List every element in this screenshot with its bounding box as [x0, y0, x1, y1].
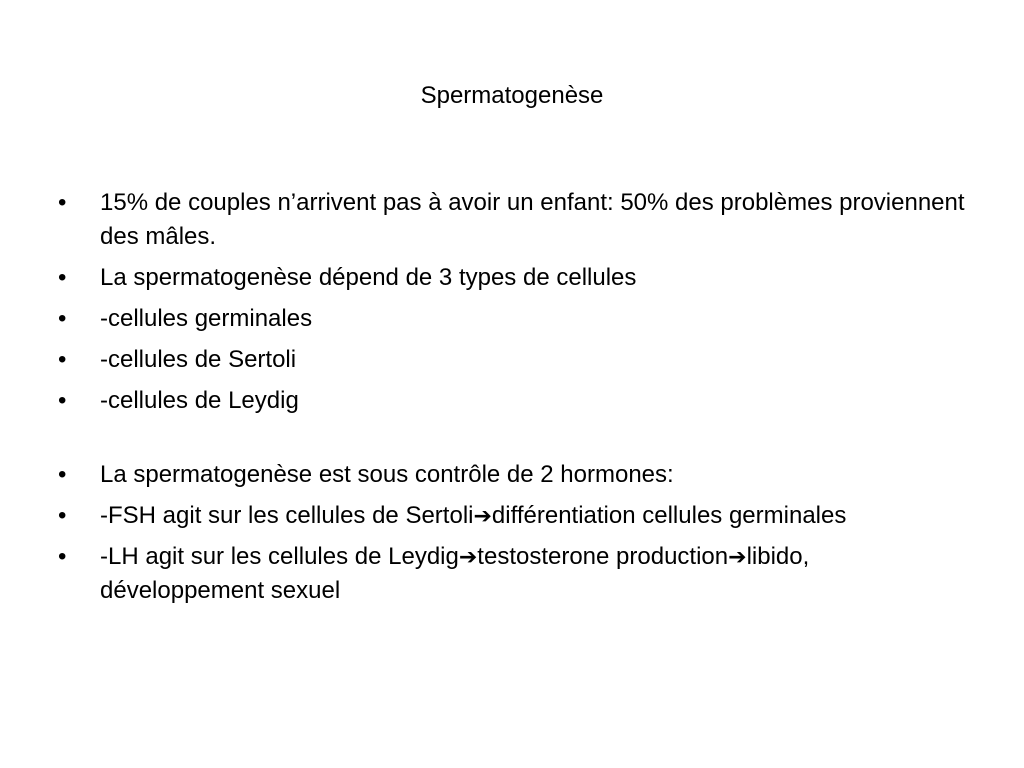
list-item	[58, 302, 968, 336]
bullet-icon: •	[58, 502, 67, 529]
bullet-icon: •	[58, 305, 67, 332]
list-item-text: 15% de couples n’arrivent pas à avoir un enfant: 50% des problèmes proviennent des mâles.	[100, 189, 965, 250]
bullet-list	[58, 186, 968, 615]
list-item	[58, 261, 968, 295]
list-item-text-part: libido, développement sexuel	[100, 543, 810, 604]
list-item	[58, 384, 968, 418]
list-item	[58, 499, 968, 533]
list-item	[58, 540, 968, 608]
slide-title: Spermatogenèse	[420, 82, 604, 109]
bullet-icon: •	[58, 461, 67, 488]
arrow-right-icon: ➔	[473, 503, 492, 528]
list-item	[58, 458, 968, 492]
list-item	[58, 186, 968, 254]
list-item-text-part: -LH agit sur les cellules de Leydig	[100, 543, 459, 570]
list-item-text: -cellules de Sertoli	[100, 346, 297, 373]
bullet-icon: •	[58, 264, 67, 291]
list-item-text: -cellules germinales	[100, 305, 313, 332]
bullet-icon: •	[58, 189, 67, 216]
list-item-text-part: testosterone production	[477, 543, 729, 570]
list-item-text-part: -FSH agit sur les cellules de Sertoli	[100, 502, 474, 529]
bullet-icon: •	[58, 387, 67, 414]
list-item-text: La spermatogenèse est sous contrôle de 2 hormones:	[100, 461, 674, 488]
list-item-text-part: différentiation cellules germinales	[491, 502, 847, 529]
bullet-icon: •	[58, 543, 67, 570]
arrow-right-icon: ➔	[458, 544, 478, 569]
list-item	[58, 343, 968, 377]
list-item-text: -cellules de Leydig	[100, 387, 299, 414]
arrow-right-icon: ➔	[728, 544, 747, 569]
bullet-icon: •	[58, 346, 67, 373]
list-item-text: La spermatogenèse dépend de 3 types de cellules	[100, 264, 637, 291]
